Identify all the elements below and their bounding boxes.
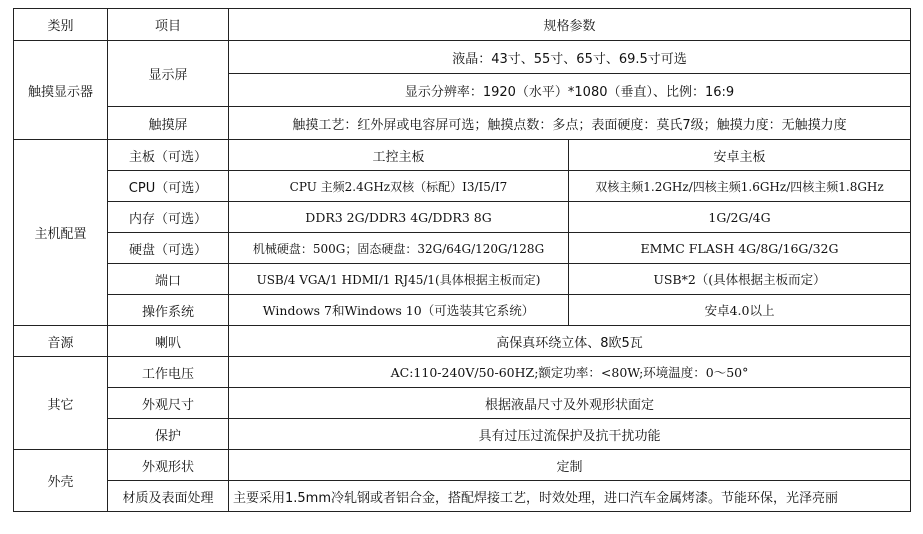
category-touch-display: 触摸显示器 <box>14 41 108 140</box>
header-row <box>14 9 911 41</box>
spec-cpu-android: 双核主频1.2GHz/四核主频1.6GHz/四核主频1.8GHz <box>569 171 911 202</box>
spec-os-android: 安卓4.0以上 <box>569 295 911 326</box>
table-row <box>14 140 911 171</box>
spec-disk-industrial: 机械硬盘：500G；固态硬盘：32G/64G/120G/128G <box>229 233 569 264</box>
spec-touch: 触摸工艺：红外屏或电容屏可选；触摸点数：多点；表面硬度：莫氏7级；触摸力度：无触摸力度 <box>229 107 911 140</box>
spec-os-industrial: Windows 7和Windows 10（可选装其它系统） <box>229 295 569 326</box>
spec-cpu-industrial: CPU 主频2.4GHz双核（标配）I3/I5/I7 <box>229 171 569 202</box>
item-screen: 显示屏 <box>108 41 229 107</box>
item-material: 材质及表面处理 <box>108 481 229 512</box>
table-row <box>14 171 911 202</box>
table-row <box>14 264 911 295</box>
spec-table <box>13 8 911 512</box>
spec-voltage: AC:110-240V/50-60HZ;额定功率：<80W;环境温度：0～50° <box>229 357 911 388</box>
table-row <box>14 107 911 140</box>
item-voltage: 工作电压 <box>108 357 229 388</box>
table-row <box>14 357 911 388</box>
item-cpu: CPU（可选） <box>108 171 229 202</box>
header-category: 类别 <box>14 9 108 41</box>
spec-port-industrial: USB/4 VGA/1 HDMI/1 RJ45/1(具体根据主板而定) <box>229 264 569 295</box>
spec-board-android: 安卓主板 <box>569 140 911 171</box>
item-size: 外观尺寸 <box>108 388 229 419</box>
table-row <box>14 41 911 74</box>
spec-material: 主要采用1.5mm冷轧钢或者铝合金，搭配焊接工艺，时效处理，进口汽车金属烤漆。节能环保，光泽亮丽 <box>229 481 911 512</box>
item-disk: 硬盘（可选） <box>108 233 229 264</box>
table-row <box>14 233 911 264</box>
item-port: 端口 <box>108 264 229 295</box>
spec-board-industrial: 工控主板 <box>229 140 569 171</box>
spec-protect: 具有过压过流保护及抗干扰功能 <box>229 419 911 450</box>
category-host: 主机配置 <box>14 140 108 326</box>
table-row <box>14 481 911 512</box>
table-row <box>14 202 911 233</box>
spec-lcd: 液晶：43寸、55寸、65寸、69.5寸可选 <box>229 41 911 74</box>
spec-port-android: USB*2（(具体根据主板而定） <box>569 264 911 295</box>
table-row <box>14 388 911 419</box>
item-shape: 外观形状 <box>108 450 229 481</box>
table-row <box>14 295 911 326</box>
category-audio: 音源 <box>14 326 108 357</box>
item-protect: 保护 <box>108 419 229 450</box>
item-touch: 触摸屏 <box>108 107 229 140</box>
item-memory: 内存（可选） <box>108 202 229 233</box>
item-speaker: 喇叭 <box>108 326 229 357</box>
table-row <box>14 419 911 450</box>
item-os: 操作系统 <box>108 295 229 326</box>
spec-memory-android: 1G/2G/4G <box>569 202 911 233</box>
spec-size: 根据液晶尺寸及外观形状面定 <box>229 388 911 419</box>
item-board: 主板（可选） <box>108 140 229 171</box>
header-specs: 规格参数 <box>229 9 911 41</box>
category-shell: 外壳 <box>14 450 108 512</box>
spec-memory-industrial: DDR3 2G/DDR3 4G/DDR3 8G <box>229 202 569 233</box>
spec-shape: 定制 <box>229 450 911 481</box>
table-row <box>14 450 911 481</box>
table-row <box>14 326 911 357</box>
header-item: 项目 <box>108 9 229 41</box>
category-other: 其它 <box>14 357 108 450</box>
spec-disk-android: EMMC FLASH 4G/8G/16G/32G <box>569 233 911 264</box>
spec-resolution: 显示分辨率：1920（水平）*1080（垂直）、比例：16:9 <box>229 74 911 107</box>
spec-speaker: 高保真环绕立体、8欧5瓦 <box>229 326 911 357</box>
